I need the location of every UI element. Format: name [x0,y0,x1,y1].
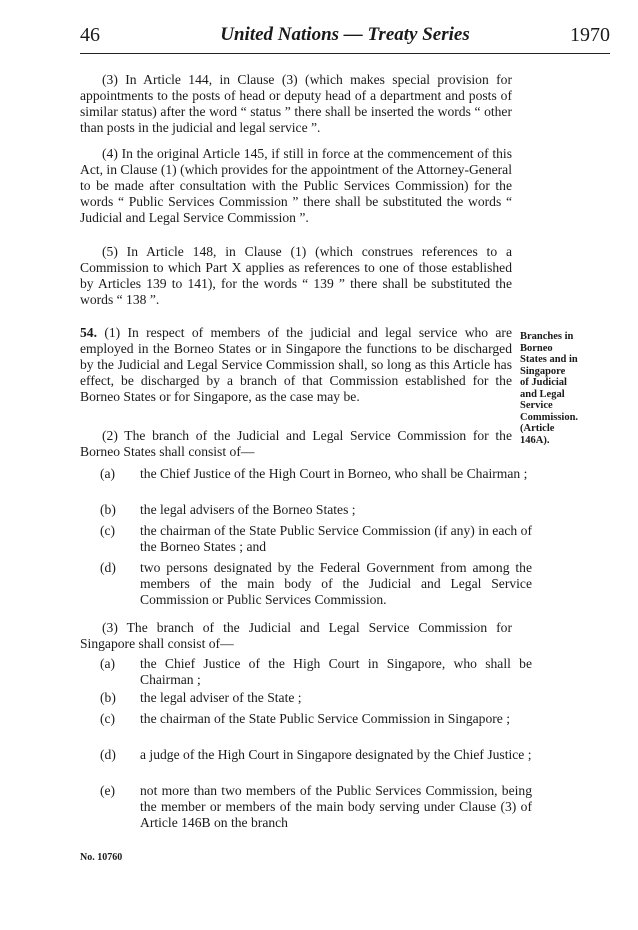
header-year: 1970 [570,24,610,46]
marginal-note-line: Borneo [520,342,553,354]
marginal-note [520,331,616,446]
paragraph-clause-4 [80,146,512,226]
page-header [80,24,610,54]
paragraph-text: (3) The branch of the Judicial and Legal Service Commission for Singapore shall consist of— [80,620,512,651]
paragraph-clause-5 [80,244,512,308]
marginal-note-line: Commission. [520,411,579,423]
marginal-note-line: Branches in [520,331,574,342]
list-item [100,690,532,706]
section-54-clause-3 [80,620,512,652]
list-item [100,560,532,608]
list-item [100,502,532,518]
list-item [100,523,532,555]
item-text: the Chief Justice of the High Court in Borneo, who shall be Chairman ; [140,466,528,481]
section-number: 54. [80,325,97,340]
marginal-note-line: (Article [520,423,555,434]
header-rule [80,53,610,54]
list-item [100,747,532,763]
item-label: (d) [100,747,116,762]
item-label: (a) [100,466,116,481]
list-item [100,711,532,727]
item-text: the legal advisers of the Borneo States ; [140,502,356,517]
item-label: (b) [100,690,116,705]
paragraph-clause-3 [80,72,512,136]
marginal-note-line: Singapore [520,365,566,377]
item-text: the legal adviser of the State ; [140,690,302,705]
list-item [100,466,532,482]
item-text: the Chief Justice of the High Court in Singapore, who shall be Chairman ; [140,656,532,687]
item-label: (c) [100,523,116,538]
item-label: (e) [100,783,116,798]
item-label: (c) [100,711,116,726]
item-text: a judge of the High Court in Singapore designated by the Chief Justice ; [140,747,532,762]
marginal-note-line: Service [520,400,553,411]
section-54-clause-2 [80,428,512,460]
running-title: United Nations — Treaty Series [220,24,470,45]
paragraph-text: (1) In respect of members of the judicial and legal service who are employed in the Borneo States or in Singapore the functions to be discharged by the Judicial and Legal Service Commission shall, so long as this Article has effect, be discharged by a branch of that Commission established for the Borneo States or for Singapore, as the case may be. [80,325,512,404]
list-item [100,783,532,831]
item-text: the chairman of the State Public Service Commission (if any) in each of the Borneo States ; and [140,523,532,554]
page-number: 46 [80,24,100,46]
footer-document-number: No. 10760 [80,852,123,863]
marginal-note-line: States and in [520,354,578,365]
item-text: the chairman of the State Public Service Commission in Singapore ; [140,711,510,726]
item-label: (a) [100,656,116,671]
paragraph-text: (2) The branch of the Judicial and Legal Service Commission for the Borneo States shall consist of— [80,428,512,459]
list-item [100,656,532,688]
marginal-note-line: and Legal [520,388,565,400]
paragraph-text: (5) In Article 148, in Clause (1) (which construes references to a Commission to which Part X applies as references to one of those established by Articles 139 to 141), for the words “ 139 ” there shall be substituted the words “ 138 ”. [80,244,512,307]
item-text: not more than two members of the Public Services Commission, being the member or members of the main body serving under Clause (3) of Article 146B on the branch [140,783,532,830]
item-label: (d) [100,560,116,575]
marginal-note-line: of Judicial [520,377,567,388]
paragraph-text: (3) In Article 144, in Clause (3) (which makes special provision for appointments to the posts of head or deputy head of a department and posts of similar status) after the word “ status ” there shall be inserted the words “ other than posts in the judicial and legal service ”. [80,72,512,135]
section-54-clause-1 [80,325,512,405]
item-text: two persons designated by the Federal Government from among the members of the main body of the Judicial and Legal Service Commission or Public Services Commission. [140,560,532,607]
paragraph-text: (4) In the original Article 145, if still in force at the commencement of this Act, in Clause (1) (which provides for the appointment of the Attorney-General to be made after consultation with the Public Services Commission) for the words “ Public Services Commission ” there shall be substituted the words “ Judicial and Legal Service Commission ”. [80,146,512,225]
marginal-note-line: 146A). [520,434,550,446]
item-label: (b) [100,502,116,517]
